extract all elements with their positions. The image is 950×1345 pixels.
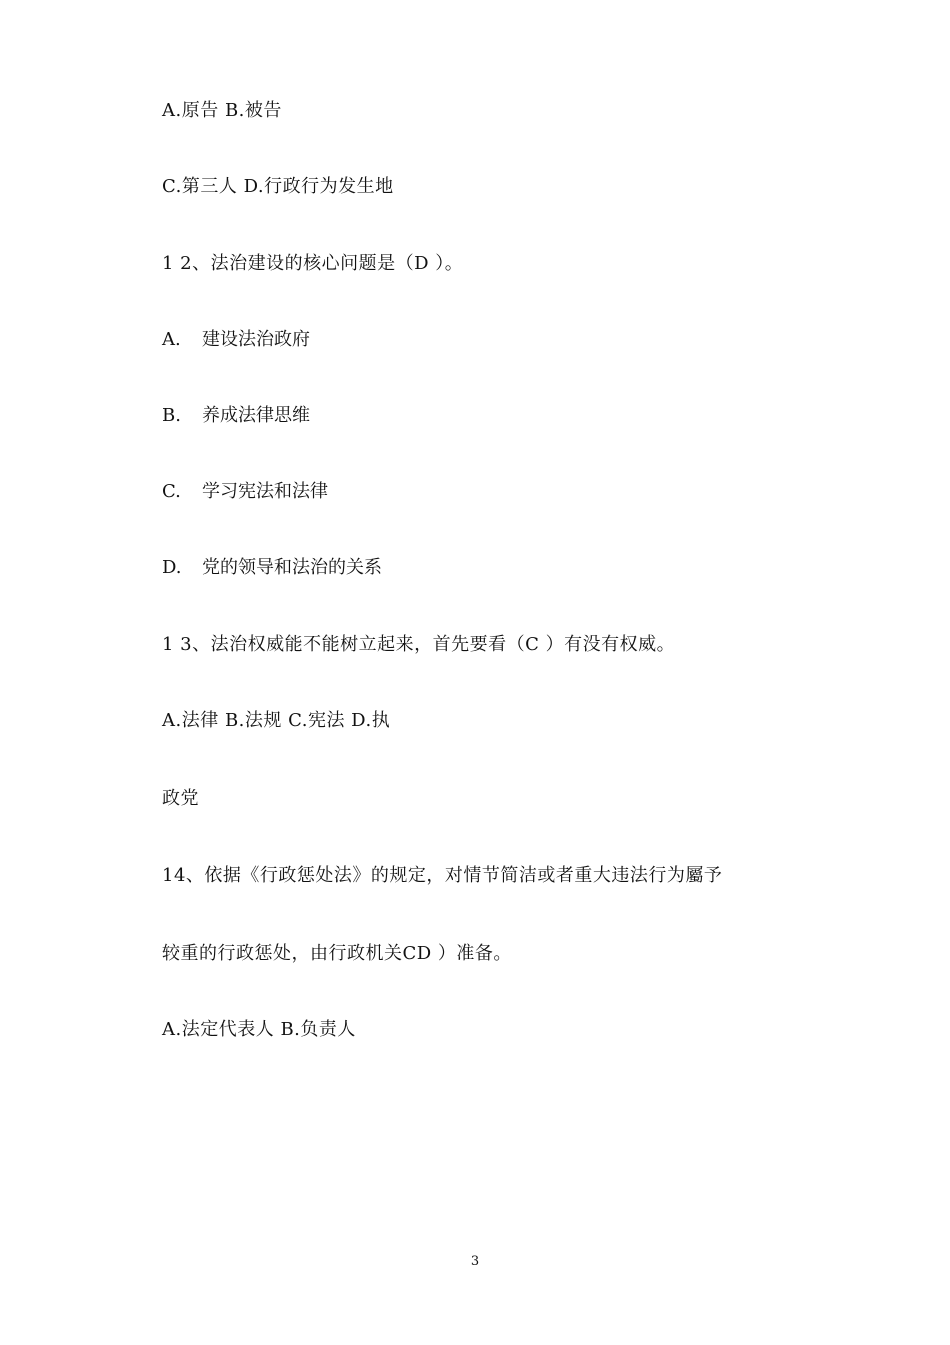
option-letter: C. <box>162 481 181 502</box>
option-letter: B. <box>162 405 181 426</box>
q12-option-c <box>162 480 328 504</box>
page-number: 3 <box>470 1254 480 1269</box>
question-14-line-1: 14、依据《行政惩处法》的规定，对情节简洁或者重大违法行为屬予 <box>162 865 723 886</box>
question-13: 1 3、法治权威能不能树立起来，首先要看（C ）有没有权威。 <box>162 634 676 655</box>
question-12: 1 2、法治建设的核心问题是（D ）。 <box>162 253 464 274</box>
option-letter: A. <box>162 329 181 350</box>
q11-options-cd: C.第三人 D.行政行为发生地 <box>162 176 394 197</box>
option-text: 养成法律思维 <box>202 405 310 426</box>
q12-option-d <box>162 556 382 580</box>
option-text: 建设法治政府 <box>202 329 310 350</box>
option-letter: D. <box>162 557 182 578</box>
q14-options: A.法定代表人 B.负责人 <box>162 1019 356 1040</box>
q12-option-a <box>162 328 310 352</box>
option-text: 党的领导和法治的关系 <box>202 557 382 578</box>
q13-options: A.法律 B.法规 C.宪法 D.执 <box>162 710 391 731</box>
question-14-line-2: 较重的行政惩处，由行政机关CD ）准备。 <box>162 943 512 964</box>
q13-options-continued: 政党 <box>162 788 199 809</box>
q12-option-b <box>162 404 310 428</box>
q11-options-ab: A.原告 B.被告 <box>162 100 282 121</box>
option-text: 学习宪法和法律 <box>202 481 328 502</box>
